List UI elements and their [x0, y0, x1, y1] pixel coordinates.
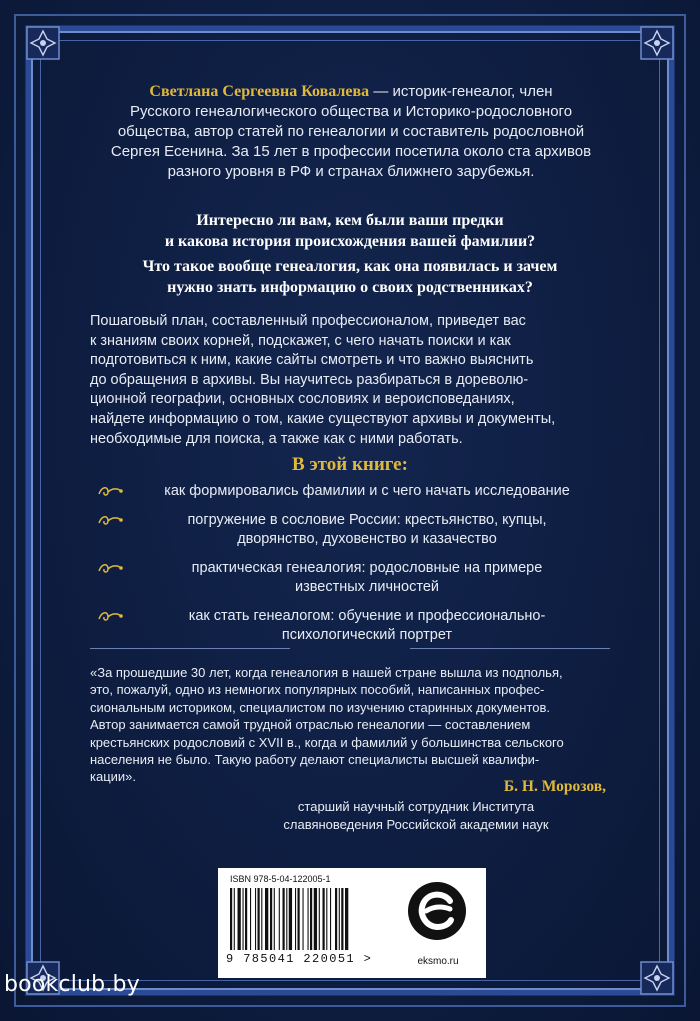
- flourish-icon: [96, 482, 124, 500]
- author-bio: [96, 82, 606, 182]
- question-line: Что такое вообще генеалогия, как она появилась и зачем: [142, 258, 558, 275]
- quote-line: Автор занимается самой трудной отраслью генеалогии — составлением: [90, 717, 531, 733]
- bio-line: разного уровня в РФ и странах ближнего зарубежья.: [167, 163, 535, 180]
- divider-left: [90, 648, 290, 649]
- description-line: до обращения в архивы. Вы научитесь разбираться в дореволю-: [90, 371, 529, 388]
- quote-line: населения не было. Такую работу делают специалисты высшей квалифи-: [90, 752, 540, 768]
- corner-ornament-icon: [26, 26, 60, 60]
- quote-line: сиональным историком, специалистом по изучению старинных документов.: [90, 699, 551, 715]
- bio-line: — историк-генеалог, член: [369, 83, 553, 100]
- barcode-panel: [218, 868, 486, 978]
- quote-line: это, пожалуй, одно из немногих популярных пособий, написанных профес-: [90, 682, 545, 698]
- list-item-text: известных личностей: [294, 579, 440, 595]
- author-name: Светлана Сергеевна Ковалева: [149, 83, 370, 100]
- reviewer-role: [250, 798, 582, 834]
- question-line: и какова история происхождения вашей фамилии?: [164, 233, 536, 250]
- corner-ornament-icon: [640, 26, 674, 60]
- in-book-list: [96, 480, 606, 645]
- list-item: [96, 559, 606, 597]
- list-item-text: погружение в сословие России: крестьянство, купцы,: [187, 512, 547, 528]
- description: [90, 312, 610, 449]
- question-line: нужно знать информацию о своих родственниках?: [167, 279, 533, 296]
- barcode-icon: [228, 888, 388, 950]
- list-item: [96, 482, 606, 501]
- question-2: [110, 256, 590, 298]
- bio-line: Сергея Есенина. За 15 лет в профессии посетила около ста архивов: [110, 143, 592, 160]
- bio-line: Русского генеалогического общества и Историко-родословного: [129, 103, 573, 120]
- reviewer-role-line: славяноведения Российской академии наук: [283, 817, 549, 832]
- quote-line: крестьянских родословий с XVII в., когда и фамилий у большинства сельского: [90, 734, 564, 750]
- reviewer-name: Б. Н. Морозов,: [503, 778, 606, 795]
- flourish-icon: [96, 559, 124, 577]
- description-line: необходимые для поиска, а также как с ними работать.: [90, 430, 463, 447]
- isbn-text: ISBN 978-5-04-122005-1: [230, 874, 331, 884]
- quote-line: кации».: [90, 769, 137, 785]
- description-line: Пошаговый план, составленный профессионалом, приведет вас: [90, 313, 526, 329]
- description-line: к знаниям своих корней, подскажет, с чего начать поиски и как: [90, 332, 511, 349]
- bio-line: общества, автор статей по генеалогии и составитель родословной: [117, 123, 585, 140]
- publisher-site: eksmo.ru: [417, 956, 459, 967]
- question-line: Интересно ли вам, кем были ваши предки: [196, 212, 504, 229]
- list-item: [96, 511, 606, 549]
- in-book-heading: В этой книге:: [292, 454, 408, 475]
- list-item-text: дворянство, духовенство и казачество: [237, 531, 497, 547]
- list-item-text: как стать генеалогом: обучение и профессионально-: [188, 608, 546, 624]
- watermark: bookclub.by: [4, 972, 140, 997]
- list-item-text: психологический портрет: [281, 627, 453, 643]
- description-line: ционной географии, основных сословиях и вероисповеданиях,: [90, 391, 515, 408]
- list-item-text: практическая генеалогия: родословные на примере: [191, 560, 543, 576]
- corner-ornament-icon: [640, 961, 674, 995]
- description-line: подготовиться к ним, какие сайты смотреть и что важно выяснить: [90, 352, 534, 369]
- flourish-icon: [96, 607, 124, 625]
- eksmo-logo-icon: [406, 880, 468, 942]
- review-quote: [90, 664, 610, 786]
- list-item-text: как формировались фамилии и с чего начать исследование: [164, 483, 570, 499]
- flourish-icon: [96, 511, 124, 529]
- quote-line: «За прошедшие 30 лет, когда генеалогия в нашей стране вышла из подполья,: [90, 665, 563, 680]
- divider-right: [410, 648, 610, 649]
- list-item: [96, 607, 606, 645]
- barcode-digits: 9 785041 220051 >: [226, 952, 373, 966]
- reviewer-role-line: старший научный сотрудник Института: [297, 799, 535, 814]
- question-1: [110, 210, 590, 252]
- description-line: найдете информацию о том, какие существуют архивы и документы,: [90, 410, 556, 427]
